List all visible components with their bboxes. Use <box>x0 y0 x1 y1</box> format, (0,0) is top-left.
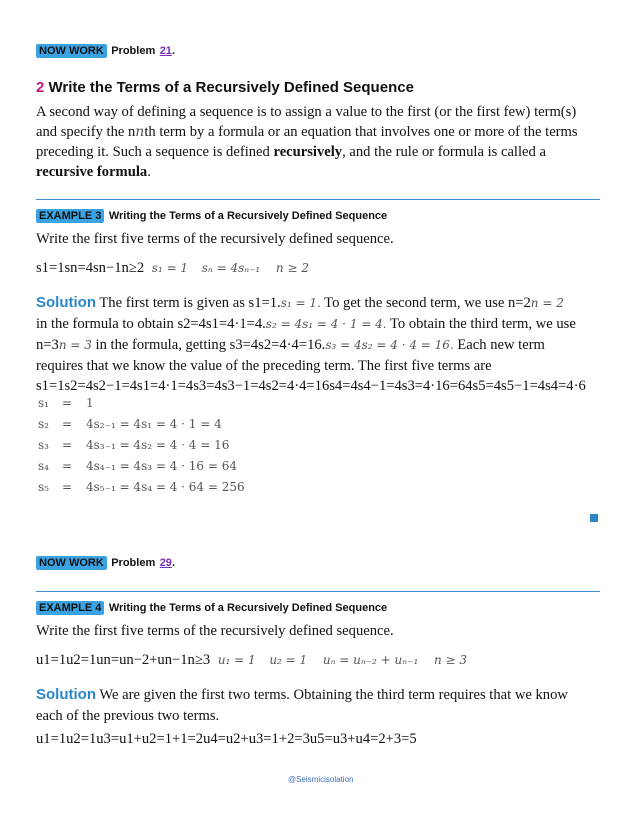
end-of-example-square <box>590 514 598 522</box>
now-work-label: Problem <box>111 557 156 569</box>
formula-math-3: n ≥ 2 <box>275 261 309 275</box>
example-badge: EXAMPLE 4 <box>36 601 104 615</box>
divider <box>36 591 600 592</box>
example-prompt: Write the first five terms of the recursively defined sequence. <box>36 231 394 247</box>
formula-math-1: u₁ = 1 <box>217 653 256 667</box>
now-work-label: Problem <box>111 45 156 57</box>
example-title: Writing the Terms of a Recursively Defined Sequence <box>108 602 388 614</box>
term-recursive-formula: recursive formula <box>36 164 148 180</box>
example-title: Writing the Terms of a Recursively Defined Sequence <box>108 210 388 222</box>
recursive-formula <box>36 650 467 670</box>
now-work-line: NOW WORK Problem 29. <box>36 553 175 571</box>
watermark: @Seismicisolation <box>288 775 354 784</box>
formula-text: s1=1sn=4sn−1n≥2 <box>36 260 145 276</box>
now-work-badge: NOW WORK <box>36 44 107 58</box>
section-title: Write the Terms of a Recursively Defined Sequence <box>48 79 414 96</box>
n-math: n <box>135 124 145 140</box>
example-badge: EXAMPLE 3 <box>36 209 104 223</box>
solution-label: Solution <box>36 294 96 311</box>
recursive-formula <box>36 258 309 278</box>
formula-math-2: sₙ = 4sₙ₋₁ <box>201 261 261 275</box>
formula-math-3: uₙ = uₙ₋₂ + uₙ₋₁ <box>322 653 419 667</box>
solution-label: Solution <box>36 686 96 703</box>
formula-text: u1=1u2=1un=un−2+un−1n≥3 <box>36 652 211 668</box>
solution-paragraph: Solution We are given the first two terms. Obtaining the third term requires that we know each of the previous two terms. <box>36 686 568 724</box>
formula-math-4: n ≥ 3 <box>433 653 467 667</box>
example-prompt: Write the first five terms of the recursively defined sequence. <box>36 623 394 639</box>
formula-math-1: s₁ = 1 <box>151 261 189 275</box>
example-header <box>36 598 387 616</box>
term-recursively: recursively <box>273 144 343 160</box>
divider <box>36 199 600 200</box>
problem-link[interactable]: 21 <box>159 45 172 57</box>
intro-paragraph: A second way of defining a sequence is to assign a value to the first (or the first few) term(s) and specify the nnth term by a formula or an equation that involves one or more of the terms preceding it. Such a sequence is defined recursively, and the rule or formula is called a recursive formula. <box>36 104 578 180</box>
textbook-page: NOW WORK Problem 21. 2 Write the Terms of a Recursively Defined Sequence A second way of defining a sequence is to assign a value to the first (or the first few) term(s) and specify the nnth term by a formula or an equation that involves one or more of the terms preceding it. Such a sequence is defined recursively, and the rule or formula is called a recursive formula. EXAMPLE 3 Writing the Terms of a Recursively Defined Sequence Write the first five terms of the recursively defined sequence. s1=1sn=4sn−1n≥2 s₁ = 1 sₙ = 4sₙ₋₁ n ≥ 2 Solution The first term is given as s1=1.s₁ = 1. To get the second term, we use n=2n = 2 in the formula to obtain s2=4s1=4·1=4.s₂ = 4s₁ = 4 · 1 = 4. To obtain the third term, we use n=3n = 3 in the formula, getting s3=4s2=4·4=16.s₃ = 4s₂ = 4 · 4 = 16. Each new term requires that we know the value of the preceding term. The first five terms are s1=1s2=4s2−1=4s1=4·1=4s3=4s3−1=4s2=4·4=16s4=4s4−1=4s3=4·16=64s5=4s5−1=4s4=4·6 s₁ = 1 s₂ = 4s₂₋₁ = 4s₁ = 4 · 1 = 4 s₃ = 4s₃₋₁ = 4s₂ = 4 · 4 = 16 s₄ = 4s₄₋₁ = 4s₃ = 4 · 16 = 64 s₅ = 4s₅₋₁ = 4s₄ = 4 · 64 = 256 NOW WORK Problem 29. EXAMPLE 4 Writing the Terms of a Recursively Defined Sequence Write the first five terms of the recursively defined sequence. u1=1u2=1un=un−2+un−1n≥3 u₁ = 1 u₂ = 1 uₙ = uₙ₋₂ + uₙ₋₁ n ≥ 3 Solution We are given the first two terms. Obtaining the third term requires that we know each of the previous two terms. u1=1u2=1u3=u1+u2=1+1=2u4=u2+u3=1+2=3u5=u3+u4=2+3=5 @Seismicisolation <box>0 0 638 825</box>
solution-paragraph: Solution The first term is given as s1=1.s₁ = 1. To get the second term, we use n=2n = 2 in the formula to obtain s2=4s1=4·1=4.s₂ = 4s₁ = 4 · 1 = 4. To obtain the third term, we use n=3n = 3 in the formula, getting s3=4s2=4·4=16.s₃ = 4s₂ = 4 · 4 = 16. Each new term requires that we know the value of the preceding term. The first five terms are <box>36 294 576 374</box>
now-work-line: NOW WORK Problem 21. <box>36 41 175 59</box>
problem-link[interactable]: 29 <box>159 557 172 569</box>
example-header <box>36 206 387 224</box>
now-work-badge: NOW WORK <box>36 556 107 570</box>
terms-text: u1=1u2=1u3=u1+u2=1+1=2u4=u2+u3=1+2=3u5=u3+u4=2+3=5 <box>36 731 417 747</box>
terms-text: s1=1s2=4s2−1=4s1=4·1=4s3=4s3−1=4s2=4·4=16s4=4s4−1=4s3=4·16=64s5=4s5−1=4s4=4·6 <box>36 378 586 394</box>
formula-math-2: u₂ = 1 <box>269 653 308 667</box>
section-number: 2 <box>36 79 45 96</box>
section-heading <box>36 79 414 96</box>
